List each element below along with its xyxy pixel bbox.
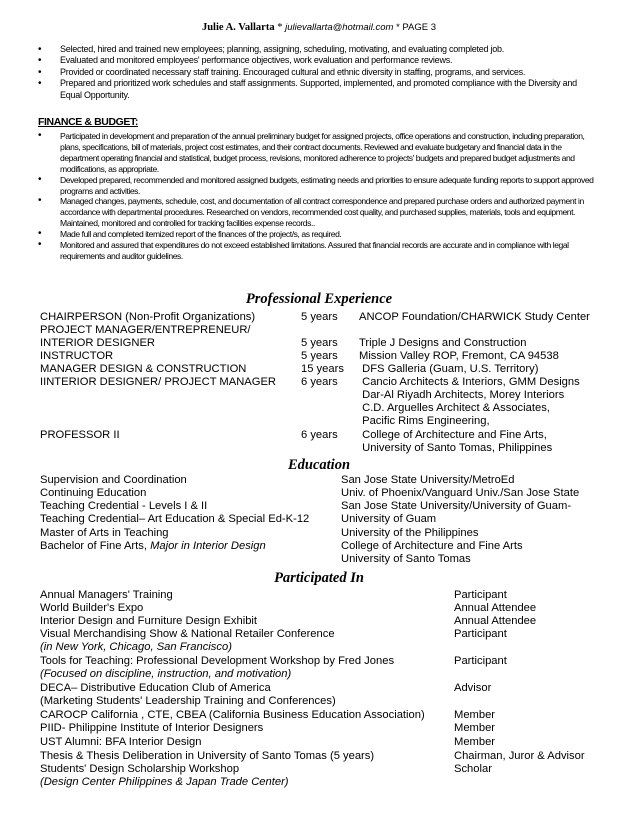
experience-role: PROFESSOR II [40, 429, 120, 441]
participated-role: Scholar [454, 763, 492, 775]
participated-event: PIID- Philippine Institute of Interior Designers [40, 722, 264, 734]
header-page-number: PAGE 3 [402, 22, 437, 33]
participated-event: Students' Design Scholarship Workshop [40, 763, 240, 775]
education-program [40, 540, 266, 553]
header-name: Julie A. Vallarta [201, 22, 275, 33]
participated-event: Visual Merchandising Show & National Retailer Conference [40, 628, 335, 640]
education-school: Univ. of Phoenix/Vanguard Univ./San Jose State [341, 487, 580, 499]
participated-event: UST Alumni: BFA Interior Design [40, 736, 202, 748]
participated-event: Thesis & Thesis Deliberation in University of Santo Tomas (5 years) [40, 750, 375, 762]
header-separator: * [277, 22, 283, 33]
experience-role: INSTRUCTOR [40, 350, 114, 362]
participated-role: Chairman, Juror & Advisor [454, 750, 585, 762]
participated-role: Member [454, 736, 496, 748]
participated-event-note: (in New York, Chicago, San Francisco) [40, 641, 232, 653]
education-title: Education [287, 457, 351, 473]
participated-event-note: (Marketing Students' Leadership Training and Conferences) [40, 695, 336, 707]
experience-org: ANCOP Foundation/CHARWICK Study Center [359, 311, 590, 323]
finance-list [38, 131, 598, 262]
experience-role: INTERIOR DESIGNER [40, 337, 155, 349]
education-program: Continuing Education [40, 487, 147, 499]
participated-event: DECA– Distributive Education Club of America [40, 682, 271, 694]
education-school: San Jose State University/University of Guam- [341, 500, 572, 512]
list-item: • Participated in development and preparation of the annual preliminary budget for assigned projects, office operations and construction, including preparation, plans, specifications, bill of materials, project cost estimates, and their contract documents. Reviewed and evaluate budgetary and financial data in the department operating financial and statistical, budget process, revisions, monitored adherence to projects' budgets and prepared budget adjustments and modifications, as appropriate. [38, 131, 598, 175]
degree-text: Bachelor of Fine Arts, [40, 540, 151, 552]
experience-org: College of Architecture and Fine Arts, [359, 429, 547, 441]
experience-title: Professional Experience [245, 291, 393, 307]
experience-role: MANAGER DESIGN & CONSTRUCTION [40, 363, 247, 375]
education-school: University of the Philippines [341, 527, 479, 539]
participated-event: World Builder's Expo [40, 602, 144, 614]
header-separator: * [396, 22, 400, 33]
list-item: • Prepared and prioritized work schedules and staff assignments. Supported, implemented, and promoted compliance with the Diversity and Equal Opportunity. [38, 78, 598, 101]
participated-role: Participant [454, 628, 507, 640]
experience-role: IINTERIOR DESIGNER/ PROJECT MANAGER [40, 376, 277, 388]
experience-org: Triple J Designs and Construction [359, 337, 527, 349]
list-item: • Evaluated and monitored employees' performance objectives, work evaluation and performance reviews. [38, 55, 598, 66]
participated-event: Annual Managers' Training [40, 589, 173, 601]
experience-org: Dar-Al Riyadh Architects, Morey Interiors [359, 389, 565, 401]
experience-org: Cancio Architects & Interiors, GMM Designs [359, 376, 580, 388]
education-school: College of Architecture and Fine Arts [341, 540, 523, 552]
participated-role: Participant [454, 589, 507, 601]
degree-major: Major in Interior Design [150, 540, 266, 552]
list-item: • Developed prepared, recommended and monitored assigned budgets, estimating needs and priorities to ensure adequate funding reports to support approved programs and activities. [38, 175, 598, 197]
experience-role: CHAIRPERSON (Non-Profit Organizations) [40, 311, 256, 323]
experience-years: 6 years [301, 376, 338, 388]
participated-role: Annual Attendee [454, 615, 537, 627]
participated-event-note: (Design Center Philippines & Japan Trade Center) [40, 776, 289, 788]
education-program: Master of Arts in Teaching [40, 527, 169, 539]
list-item: • Provided or coordinated necessary staff training. Encouraged cultural and ethnic diversity in staffing, programs, and services. [38, 67, 598, 78]
experience-years: 5 years [301, 350, 338, 362]
education-school: University of Guam [341, 513, 437, 525]
participated-role: Member [454, 722, 496, 734]
experience-org: C.D. Arguelles Architect & Associates, [359, 402, 550, 414]
participated-role: Advisor [454, 682, 492, 694]
education-program: Teaching Credential - Levels I & II [40, 500, 208, 512]
experience-years: 5 years [301, 337, 338, 349]
participated-event: Interior Design and Furniture Design Exhibit [40, 615, 258, 627]
list-item: • Selected, hired and trained new employees; planning, assigning, scheduling, motivating, and evaluating completed job. [38, 44, 598, 55]
list-item: • Managed changes, payments, schedule, cost, and documentation of all contract correspondence and prepared purchase orders and authorized payment in accordance with departmental procedures. Researched on vendors, recommended cost quality, and purchased supplies, materials, tools and equipment. Maintained, monitored and controlled for tracking facilities expense records.. [38, 196, 598, 229]
education-program: Supervision and Coordination [40, 474, 187, 486]
finance-heading: FINANCE & BUDGET: [38, 116, 138, 128]
experience-org: Mission Valley ROP, Fremont, CA 94538 [359, 350, 559, 362]
participated-role: Participant [454, 655, 507, 667]
page-header [0, 22, 638, 33]
responsibilities-list [38, 44, 598, 101]
participated-event: Tools for Teaching: Professional Development Workshop by Fred Jones [40, 655, 395, 667]
experience-org: Pacific Rims Engineering, [359, 415, 490, 427]
education-program: Teaching Credential– Art Education & Special Ed-K-12 [40, 513, 310, 525]
participated-event-note: (Focused on discipline, instruction, and motivation) [40, 668, 292, 680]
participated-event: CAROCP California , CTE, CBEA (California Business Education Association) [40, 709, 425, 721]
participated-role: Member [454, 709, 496, 721]
experience-role: PROJECT MANAGER/ENTREPRENEUR/ [40, 324, 251, 336]
participated-role: Annual Attendee [454, 602, 537, 614]
participated-title: Participated In [274, 570, 364, 586]
experience-org: DFS Galleria (Guam, U.S. Territory) [359, 363, 539, 375]
experience-years: 15 years [301, 363, 344, 375]
list-item: • Monitored and assured that expenditures do not exceed established limitations. Assured that financial records are accurate and in compliance with legal requirements and auditor guidelines. [38, 240, 598, 262]
education-school: University of Santo Tomas [341, 553, 471, 565]
list-item: • Made full and completed itemized report of the finances of the project/s, as required. [38, 229, 598, 240]
header-email: julievallarta@hotmail.com [285, 22, 394, 33]
experience-years: 5 years [301, 311, 338, 323]
experience-org: University of Santo Tomas, Philippines [359, 442, 553, 454]
education-school: San Jose State University/MetroEd [341, 474, 515, 486]
experience-years: 6 years [301, 429, 338, 441]
